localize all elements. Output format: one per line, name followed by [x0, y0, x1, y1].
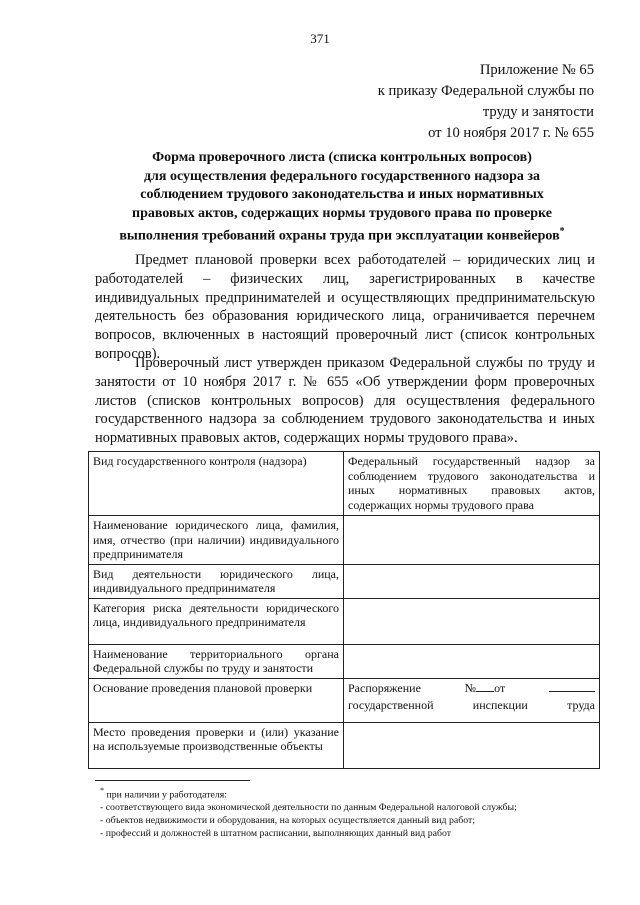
- footnote: [100, 785, 600, 840]
- title-line-4: правовых актов, содержащих нормы трудового права по проверке: [132, 205, 552, 221]
- row-value-activity-type[interactable]: [344, 564, 600, 598]
- footnote-item: - профессий и должностей в штатном расписании, выполняющих данный вид работ: [100, 827, 451, 839]
- appendix-line-2: к приказу Федеральной службы по: [377, 83, 594, 99]
- footnote-divider: [95, 780, 250, 781]
- row-label-activity-type: Вид деятельности юридического лица, индивидуального предпринимателя: [89, 564, 344, 598]
- basis-authority: государственной инспекции труда: [348, 698, 595, 712]
- row-value-risk-category[interactable]: [344, 598, 600, 644]
- footnote-intro: при наличии у работодателя:: [106, 789, 227, 801]
- row-value-inspection-basis[interactable]: [344, 678, 600, 722]
- appendix-header: [378, 60, 594, 144]
- title-footnote-marker: *: [559, 226, 565, 237]
- title-line-5-wrap: [92, 223, 592, 246]
- basis-number-blank[interactable]: [476, 681, 494, 692]
- title-line-3: соблюдением трудового законодательства и иных нормативных: [140, 187, 544, 202]
- row-value-entity-name[interactable]: [344, 516, 600, 565]
- basis-date-blank[interactable]: [549, 681, 595, 692]
- inspection-info-table: [88, 451, 600, 769]
- row-value-territorial-body[interactable]: [344, 644, 600, 678]
- table-row: [89, 598, 600, 644]
- table-row: [89, 722, 600, 768]
- table-row: [89, 564, 600, 598]
- basis-order-word: Распоряжение: [348, 680, 421, 695]
- title-line-2: для осуществления федерального государственного надзора за: [143, 168, 541, 184]
- row-value-inspection-place[interactable]: [344, 722, 600, 768]
- appendix-line-3: труду и занятости: [482, 104, 594, 120]
- table-row: [89, 644, 600, 678]
- footnote-intro-line: [100, 785, 600, 802]
- row-label-control-type: Вид государственного контроля (надзора): [89, 452, 344, 516]
- table-row: [89, 452, 600, 516]
- document-title: [92, 149, 592, 246]
- row-value-control-type: Федеральный государственный надзор за соблюдением трудового законодательства и иных нормативных правовых актов, содержащих нормы трудового права: [344, 452, 600, 516]
- row-label-entity-name: Наименование юридического лица, фамилия, имя, отчество (при наличии) индивидуального предпринимателя: [89, 516, 344, 565]
- table-row: [89, 678, 600, 722]
- appendix-line-4: от 10 ноября 2017 г. № 655: [428, 125, 594, 141]
- table-row: [89, 516, 600, 565]
- row-label-territorial-body: Наименование территориального органа Федеральной службы по труду и занятости: [89, 644, 344, 678]
- footnote-item: - объектов недвижимости и оборудования, на которых осуществляется данный вид работ;: [100, 814, 475, 826]
- paragraph-approval: [95, 354, 595, 448]
- paragraph-subject: [95, 251, 595, 364]
- paragraph-1-text: Предмет плановой проверки всех работодателей – юридических лиц и работодателей – физических лиц, зарегистрированных в качестве индивидуальных предпринимателей и осуществляющих предпринимательскую деятельность без образования юридического лица, ограничивается перечнем вопросов, включенных в настоящий проверочный лист (список контрольных вопросов).: [95, 252, 595, 362]
- basis-from-word: от: [494, 680, 506, 695]
- footnote-item: - соответствующего вида экономической деятельности по данным Федеральной налоговой службы;: [100, 802, 517, 814]
- title-line-1: Форма проверочного листа (списка контрольных вопросов): [152, 150, 532, 165]
- paragraph-2-text: Проверочный лист утвержден приказом Федеральной службы по труду и занятости от 10 ноября 2017 г. № 655 «Об утверждении форм проверочных листов (списков контрольных вопросов) для осуществления федерального государственного надзора за соблюдением трудового законодательства и иных нормативных правовых актов, содержащих нормы трудового права».: [95, 355, 595, 447]
- appendix-line-1: Приложение № 65: [479, 62, 594, 78]
- basis-number-sign: №: [464, 680, 477, 695]
- row-label-inspection-place: Место проведения проверки и (или) указание на используемые производственные объекты: [89, 722, 344, 768]
- row-label-inspection-basis: Основание проведения плановой проверки: [89, 678, 344, 722]
- page-number: 371: [310, 31, 330, 46]
- footnote-marker: *: [100, 786, 105, 795]
- title-line-5: выполнения требований охраны труда при эксплуатации конвейеров: [119, 228, 560, 244]
- row-label-risk-category: Категория риска деятельности юридического лица, индивидуального предпринимателя: [89, 598, 344, 644]
